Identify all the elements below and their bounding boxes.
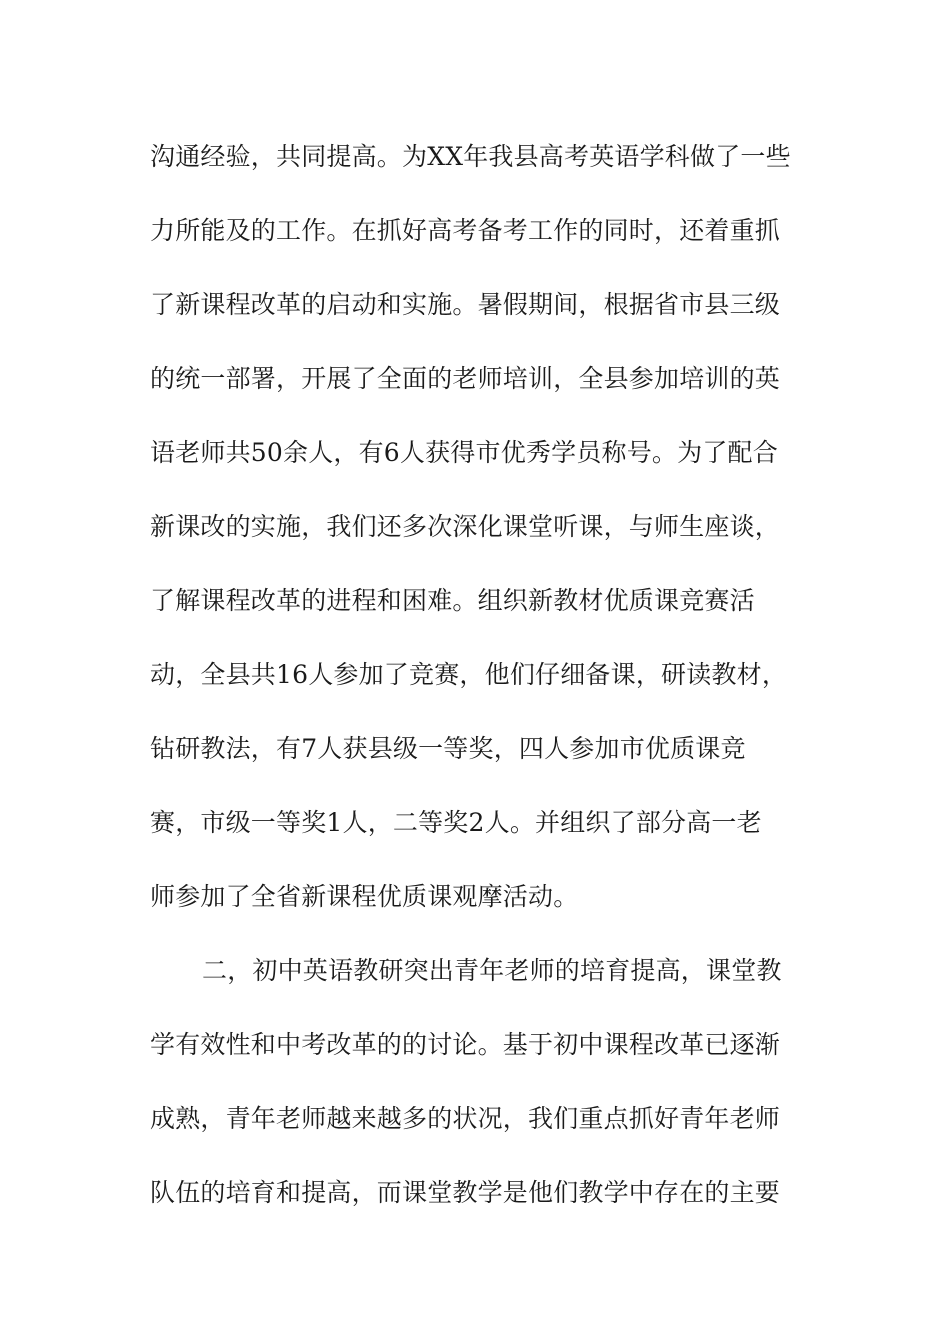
body-text xyxy=(150,120,810,1230)
text-line: 语老师共50余人，有6人获得市优秀学员称号。为了配合 xyxy=(150,438,778,467)
text-line: 沟通经验，共同提高。为XX年我县高考英语学科做了一些 xyxy=(150,142,791,171)
text-line: 了解课程改革的进程和困难。组织新教材优质课竞赛活 xyxy=(150,586,755,615)
text-line: 力所能及的工作。在抓好高考备考工作的同时，还着重抓 xyxy=(150,216,781,245)
text-line: 了新课程改革的启动和实施。暑假期间，根据省市县三级 xyxy=(150,290,781,319)
text-line: 学有效性和中考改革的的讨论。基于初中课程改革已逐渐 xyxy=(150,1030,781,1059)
text-line: 赛，市级一等奖1人，二等奖2人。并组织了部分高一老 xyxy=(150,808,762,837)
text-line: 成熟，青年老师越来越多的状况，我们重点抓好青年老师 xyxy=(150,1104,781,1133)
text-line: 钻研教法，有7人获县级一等奖，四人参加市优质课竞 xyxy=(150,734,746,763)
text-line: 的统一部署，开展了全面的老师培训，全县参加培训的英 xyxy=(150,364,781,393)
text-line: 队伍的培育和提高，而课堂教学是他们教学中存在的主要 xyxy=(150,1178,781,1207)
paragraph-start-line: 二，初中英语教研突出青年老师的培育提高，课堂教 xyxy=(202,956,782,985)
text-line: 师参加了全省新课程优质课观摩活动。 xyxy=(150,882,579,911)
text-line: 动，全县共16人参加了竞赛，他们仔细备课，研读教材， xyxy=(150,660,788,689)
text-line: 新课改的实施，我们还多次深化课堂听课，与师生座谈， xyxy=(150,512,781,541)
